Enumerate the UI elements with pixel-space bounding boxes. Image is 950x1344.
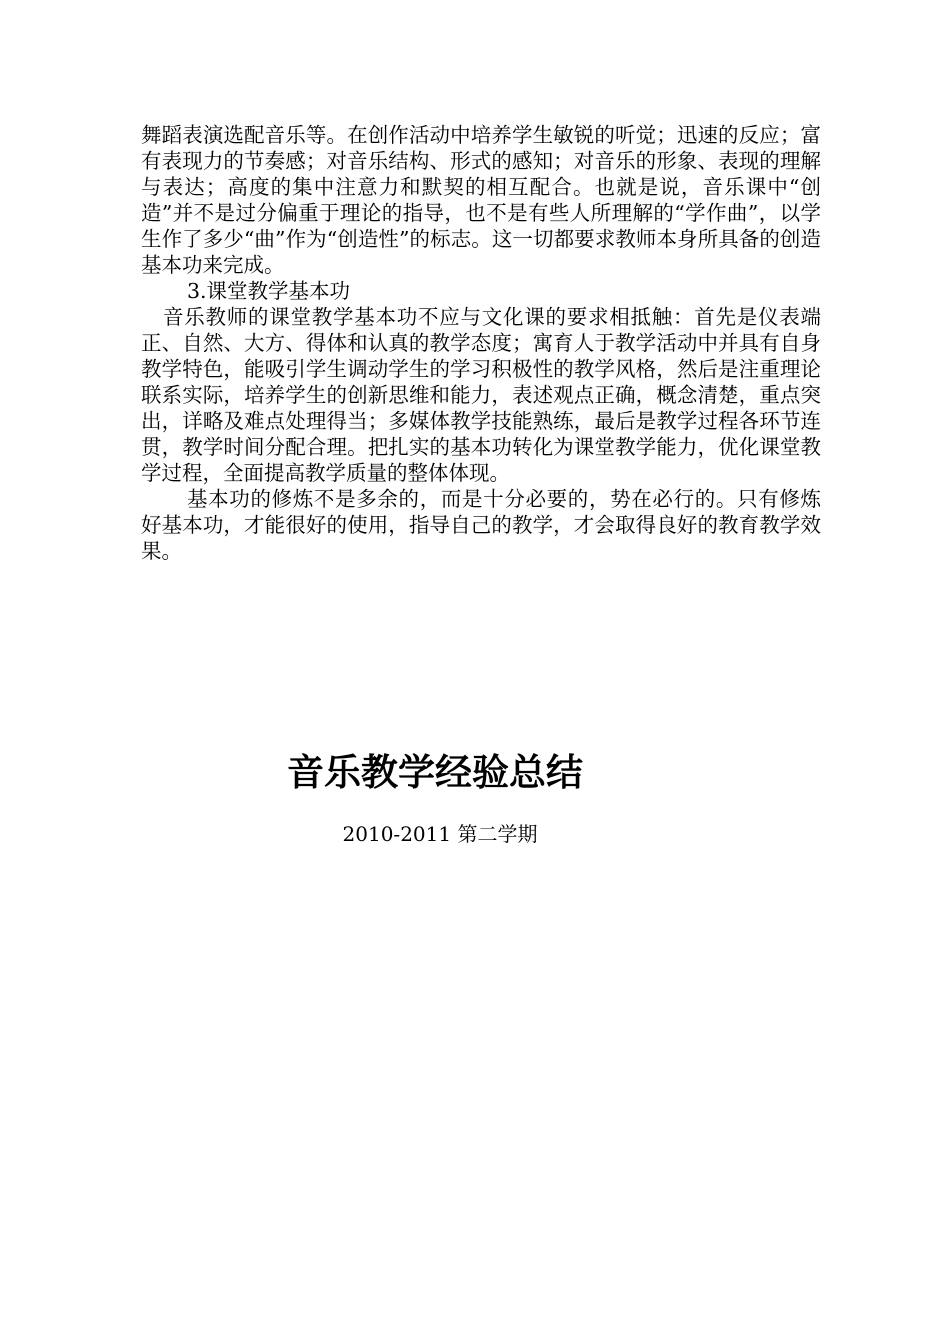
document-subtitle: 2010-2011 第二学期 — [342, 822, 538, 846]
document-title: 音乐教学经验总结 — [287, 751, 583, 794]
body-text — [141, 122, 821, 564]
paragraph-conclusion: 基本功的修炼不是多余的，而是十分必要的，势在必行的。只有修炼好基本功，才能很好的使用，指导自己的教学，才会取得良好的教育教学效果。 — [141, 487, 821, 563]
paragraph-classroom-skills: 音乐教师的课堂教学基本功不应与文化课的要求相抵触：首先是仪表端正、自然、大方、得体和认真的教学态度；寓育人于教学活动中并具有自身教学特色，能吸引学生调动学生的学习积极性的教学风格，然后是注重理论联系实际，培养学生的创新思维和能力，表述观点正确，概念清楚，重点突出，详略及难点处理得当；多媒体教学技能熟练，最后是教学过程各环节连贯，教学时间分配合理。把扎实的基本功转化为课堂教学能力，优化课堂教学过程，全面提高教学质量的整体体现。 — [141, 305, 821, 485]
section-heading-classroom-skills: 3.课堂教学基本功 — [187, 279, 351, 303]
paragraph-creative-activities: 舞蹈表演选配音乐等。在创作活动中培养学生敏锐的听觉；迅速的反应；富有表现力的节奏感；对音乐结构、形式的感知；对音乐的形象、表现的理解与表达；高度的集中注意力和默契的相互配合。也就是说，音乐课中“创造”并不是过分偏重于理论的指导，也不是有些人所理解的“学作曲”，以学生作了多少“曲”作为“创造性”的标志。这一切都要求教师本身所具备的创造基本功来完成。 — [141, 123, 821, 277]
